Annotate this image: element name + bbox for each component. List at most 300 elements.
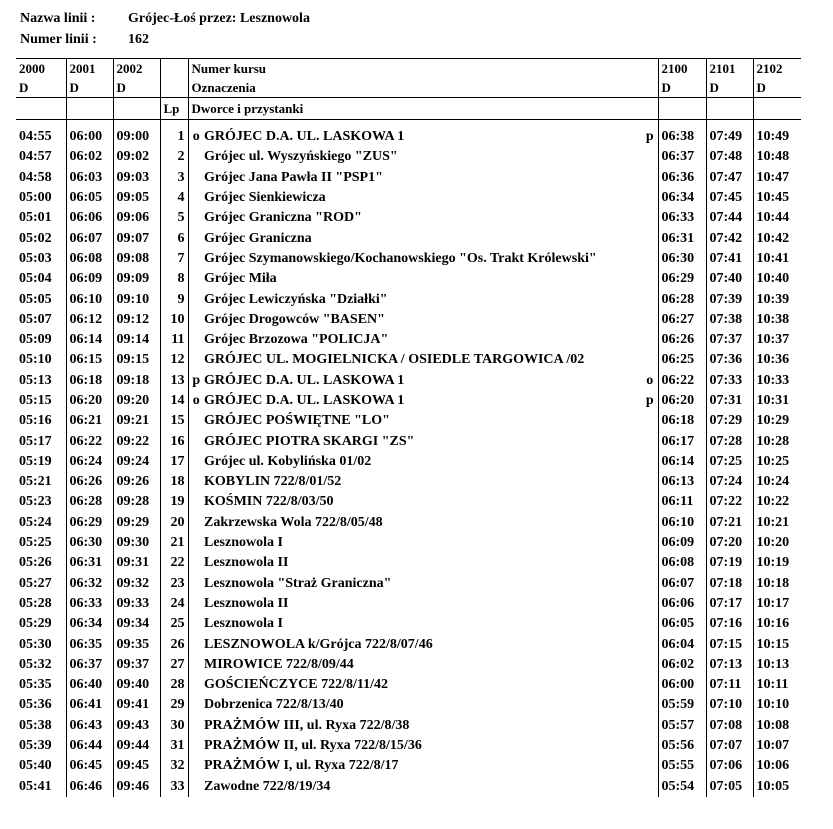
time-2001: 06:33	[66, 594, 113, 614]
table-row	[16, 614, 801, 634]
time-2001: 06:35	[66, 634, 113, 654]
stop-flag-right	[642, 756, 658, 776]
table-row	[16, 371, 801, 391]
stop-flag-right	[642, 634, 658, 654]
time-2100: 06:34	[658, 188, 706, 208]
table-row	[16, 310, 801, 330]
time-2001: 06:03	[66, 168, 113, 188]
time-2101: 07:19	[706, 553, 753, 573]
time-2102: 10:11	[753, 675, 801, 695]
stop-lp: 25	[160, 614, 188, 634]
time-2100: 06:26	[658, 330, 706, 350]
time-2100: 06:00	[658, 675, 706, 695]
time-2102: 10:44	[753, 208, 801, 228]
time-2001: 06:40	[66, 675, 113, 695]
time-2000: 05:09	[19, 332, 52, 348]
stop-flag-left	[188, 736, 204, 756]
time-2002: 09:20	[113, 391, 160, 411]
stop-flag-left	[188, 513, 204, 533]
time-2102: 10:42	[753, 228, 801, 248]
stop-flag-right	[642, 350, 658, 370]
table-row	[16, 127, 801, 147]
time-2001: 06:21	[66, 411, 113, 431]
stop-flag-left	[188, 777, 204, 797]
time-2000: 05:21	[19, 474, 52, 490]
time-2102: 10:17	[753, 594, 801, 614]
stop-name: Lesznowola I	[204, 616, 283, 632]
stop-lp: 4	[160, 188, 188, 208]
stop-flag-left	[188, 411, 204, 431]
time-2000: 05:19	[19, 453, 52, 469]
time-2002: 09:18	[113, 371, 160, 391]
stop-flag-left	[188, 289, 204, 309]
line-name-row	[20, 10, 310, 28]
time-2002: 09:21	[113, 411, 160, 431]
time-2001: 06:20	[66, 391, 113, 411]
stop-lp: 11	[160, 330, 188, 350]
time-2101: 07:31	[706, 391, 753, 411]
time-2001: 06:15	[66, 350, 113, 370]
stop-flag-left	[188, 492, 204, 512]
time-2002: 09:06	[113, 208, 160, 228]
time-2100: 06:10	[658, 513, 706, 533]
line-name-value: Grójec-Łoś przez: Lesznowola	[128, 11, 310, 26]
time-2100: 06:13	[658, 472, 706, 492]
stop-name: Grójec Graniczna "ROD"	[204, 210, 362, 226]
time-2100: 05:57	[658, 716, 706, 736]
stop-lp: 22	[160, 553, 188, 573]
stop-lp: 18	[160, 472, 188, 492]
time-2002: 09:40	[113, 675, 160, 695]
stop-name: PRAŻMÓW III, ul. Ryxa 722/8/38	[204, 717, 410, 733]
time-2102: 10:33	[753, 371, 801, 391]
time-2000: 05:00	[19, 190, 52, 206]
table-row	[16, 147, 801, 167]
stop-lp: 33	[160, 777, 188, 797]
time-2101: 07:22	[706, 492, 753, 512]
time-2100: 06:27	[658, 310, 706, 330]
stop-name: Lesznowola I	[204, 535, 283, 551]
time-2000: 04:58	[19, 169, 52, 185]
stop-lp: 9	[160, 289, 188, 309]
table-row	[16, 492, 801, 512]
time-2002: 09:02	[113, 147, 160, 167]
time-2101: 07:06	[706, 756, 753, 776]
table-row	[16, 553, 801, 573]
stop-name: Grójec Brzozowa "POLICJA"	[204, 332, 389, 348]
time-2102: 10:41	[753, 249, 801, 269]
stop-name: PRAŻMÓW II, ul. Ryxa 722/8/15/36	[204, 738, 422, 754]
stop-lp: 6	[160, 228, 188, 248]
stop-lp: 32	[160, 756, 188, 776]
time-2100: 06:17	[658, 431, 706, 451]
time-2102: 10:49	[753, 127, 801, 147]
time-2001: 06:05	[66, 188, 113, 208]
time-2000: 05:40	[19, 758, 52, 774]
stop-flag-right: p	[645, 129, 654, 145]
stop-flag-left	[188, 553, 204, 573]
stop-flag-right	[642, 553, 658, 573]
stop-lp: 20	[160, 513, 188, 533]
time-2000: 05:29	[19, 616, 52, 632]
time-2101: 07:13	[706, 655, 753, 675]
time-2001: 06:02	[66, 147, 113, 167]
table-row	[16, 695, 801, 715]
stop-flag-left	[188, 249, 204, 269]
stop-flag-right	[642, 249, 658, 269]
stop-name: Grójec Lewiczyńska "Działki"	[204, 291, 388, 307]
stop-name: Zakrzewska Wola 722/8/05/48	[204, 514, 383, 530]
stop-name: GRÓJEC PIOTRA SKARGI "ZS"	[204, 433, 415, 449]
stop-name: Grójec Graniczna	[204, 230, 312, 246]
course-2001: 2001	[66, 59, 113, 79]
time-2002: 09:46	[113, 777, 160, 797]
stop-flag-right	[642, 431, 658, 451]
time-2001: 06:32	[66, 574, 113, 594]
time-2102: 10:16	[753, 614, 801, 634]
header-row-stops	[16, 98, 801, 120]
mark-2100: D	[658, 78, 706, 98]
stop-lp: 21	[160, 533, 188, 553]
time-2100: 06:20	[658, 391, 706, 411]
stop-flag-right	[642, 695, 658, 715]
time-2002: 09:43	[113, 716, 160, 736]
stop-flag-right	[642, 533, 658, 553]
time-2002: 09:33	[113, 594, 160, 614]
time-2101: 07:17	[706, 594, 753, 614]
time-2100: 06:31	[658, 228, 706, 248]
time-2000: 05:07	[19, 311, 52, 327]
time-2002: 09:41	[113, 695, 160, 715]
time-2002: 09:10	[113, 289, 160, 309]
table-row	[16, 452, 801, 472]
stop-lp: 2	[160, 147, 188, 167]
table-row	[16, 411, 801, 431]
time-2001: 06:12	[66, 310, 113, 330]
table-row	[16, 472, 801, 492]
time-2101: 07:16	[706, 614, 753, 634]
mark-2001: D	[66, 78, 113, 98]
time-2000: 05:30	[19, 636, 52, 652]
time-2101: 07:21	[706, 513, 753, 533]
stop-lp: 14	[160, 391, 188, 411]
stop-name: KOŚMIN 722/8/03/50	[204, 494, 334, 510]
time-2102: 10:19	[753, 553, 801, 573]
stop-lp: 8	[160, 269, 188, 289]
time-2100: 06:08	[658, 553, 706, 573]
stop-flag-left	[188, 716, 204, 736]
stop-lp: 19	[160, 492, 188, 512]
time-2002: 09:00	[113, 127, 160, 147]
time-2100: 06:18	[658, 411, 706, 431]
stop-lp: 7	[160, 249, 188, 269]
time-2102: 10:13	[753, 655, 801, 675]
time-2101: 07:44	[706, 208, 753, 228]
stop-flag-right	[642, 716, 658, 736]
time-2001: 06:24	[66, 452, 113, 472]
stop-flag-left	[188, 675, 204, 695]
time-2100: 06:14	[658, 452, 706, 472]
time-2001: 06:46	[66, 777, 113, 797]
table-row	[16, 716, 801, 736]
time-2101: 07:45	[706, 188, 753, 208]
stop-lp: 29	[160, 695, 188, 715]
time-2102: 10:15	[753, 634, 801, 654]
time-2000: 05:16	[19, 413, 52, 429]
time-2002: 09:09	[113, 269, 160, 289]
time-2001: 06:37	[66, 655, 113, 675]
stop-flag-right	[642, 513, 658, 533]
mark-2002: D	[113, 78, 160, 98]
header-row-marks	[16, 78, 801, 98]
stop-flag-left	[188, 634, 204, 654]
table-row	[16, 777, 801, 797]
mark-2102: D	[753, 78, 801, 98]
time-2100: 05:56	[658, 736, 706, 756]
time-2100: 06:09	[658, 533, 706, 553]
time-2101: 07:24	[706, 472, 753, 492]
time-2100: 06:33	[658, 208, 706, 228]
time-2002: 09:37	[113, 655, 160, 675]
time-2002: 09:31	[113, 553, 160, 573]
time-2002: 09:26	[113, 472, 160, 492]
stop-flag-right	[642, 614, 658, 634]
time-2001: 06:45	[66, 756, 113, 776]
stop-name: Lesznowola II	[204, 595, 289, 611]
stop-name: MIROWICE 722/8/09/44	[204, 656, 354, 672]
time-2001: 06:29	[66, 513, 113, 533]
stop-flag-left	[188, 655, 204, 675]
stop-flag-left	[188, 188, 204, 208]
time-2002: 09:24	[113, 452, 160, 472]
stop-flag-left	[188, 330, 204, 350]
time-2101: 07:15	[706, 634, 753, 654]
time-2102: 10:36	[753, 350, 801, 370]
time-2001: 06:44	[66, 736, 113, 756]
stop-name: Grójec Jana Pawła II "PSP1"	[204, 169, 383, 185]
time-2102: 10:45	[753, 188, 801, 208]
time-2001: 06:18	[66, 371, 113, 391]
stop-flag-right	[642, 228, 658, 248]
stop-flag-left	[188, 269, 204, 289]
stop-flag-left	[188, 594, 204, 614]
time-2102: 10:18	[753, 574, 801, 594]
stop-flag-right	[642, 269, 658, 289]
time-2102: 10:38	[753, 310, 801, 330]
stop-flag-right	[642, 574, 658, 594]
spacer-row	[16, 120, 801, 128]
time-2002: 09:05	[113, 188, 160, 208]
course-2102: 2102	[753, 59, 801, 79]
time-2001: 06:00	[66, 127, 113, 147]
stop-lp: 28	[160, 675, 188, 695]
time-2102: 10:48	[753, 147, 801, 167]
time-2002: 09:03	[113, 168, 160, 188]
stop-flag-right	[642, 310, 658, 330]
stop-flag-right	[642, 452, 658, 472]
stop-name: GRÓJEC D.A. UL. LASKOWA 1	[204, 393, 405, 408]
stop-lp: 5	[160, 208, 188, 228]
timetable	[16, 58, 801, 797]
stop-lp: 10	[160, 310, 188, 330]
time-2002: 09:12	[113, 310, 160, 330]
header-row-course	[16, 59, 801, 79]
stop-flag-left	[188, 695, 204, 715]
stop-name: Grójec ul. Wyszyńskiego "ZUS"	[204, 149, 398, 165]
stop-flag-left	[188, 147, 204, 167]
table-row	[16, 736, 801, 756]
time-2000: 05:35	[19, 677, 52, 693]
stop-name: Lesznowola II	[204, 555, 289, 571]
stop-flag-left	[188, 208, 204, 228]
line-number-row	[20, 31, 149, 49]
stop-flag-right	[642, 594, 658, 614]
stop-name: Grójec Sienkiewicza	[204, 190, 326, 206]
time-2001: 06:22	[66, 431, 113, 451]
time-2101: 07:38	[706, 310, 753, 330]
time-2000: 05:39	[19, 738, 52, 754]
time-2102: 10:40	[753, 269, 801, 289]
time-2101: 07:33	[706, 371, 753, 391]
time-2101: 07:37	[706, 330, 753, 350]
time-2001: 06:07	[66, 228, 113, 248]
time-2002: 09:45	[113, 756, 160, 776]
time-2001: 06:28	[66, 492, 113, 512]
table-row	[16, 655, 801, 675]
course-2100: 2100	[658, 59, 706, 79]
time-2002: 09:34	[113, 614, 160, 634]
time-2100: 06:06	[658, 594, 706, 614]
time-2102: 10:20	[753, 533, 801, 553]
stop-name: Zawodne 722/8/19/34	[204, 778, 331, 794]
stop-flag-right	[642, 777, 658, 797]
stop-name: Grójec Drogowców "BASEN"	[204, 311, 385, 327]
time-2000: 05:26	[19, 555, 52, 571]
time-2002: 09:08	[113, 249, 160, 269]
time-2102: 10:10	[753, 695, 801, 715]
time-2000: 04:55	[19, 129, 52, 145]
table-row	[16, 533, 801, 553]
stop-flag-left	[188, 431, 204, 451]
time-2000: 05:41	[19, 778, 52, 794]
time-2101: 07:49	[706, 127, 753, 147]
time-2000: 05:02	[19, 230, 52, 246]
time-2102: 10:06	[753, 756, 801, 776]
time-2102: 10:39	[753, 289, 801, 309]
stop-lp: 1	[160, 127, 188, 147]
time-2100: 06:37	[658, 147, 706, 167]
lp-header-blank	[160, 59, 188, 79]
stop-flag-left	[188, 756, 204, 776]
time-2001: 06:31	[66, 553, 113, 573]
time-2002: 09:14	[113, 330, 160, 350]
stop-flag-left: o	[188, 391, 204, 411]
time-2000: 05:01	[19, 210, 52, 226]
time-2101: 07:42	[706, 228, 753, 248]
time-2102: 10:07	[753, 736, 801, 756]
time-2100: 06:38	[658, 127, 706, 147]
time-2002: 09:32	[113, 574, 160, 594]
time-2001: 06:43	[66, 716, 113, 736]
stop-flag-right	[642, 147, 658, 167]
time-2000: 04:57	[19, 149, 52, 165]
time-2000: 05:17	[19, 433, 52, 449]
time-2101: 07:18	[706, 574, 753, 594]
table-row	[16, 289, 801, 309]
table-row	[16, 188, 801, 208]
time-2101: 07:36	[706, 350, 753, 370]
stop-lp: 26	[160, 634, 188, 654]
stop-flag-right	[642, 472, 658, 492]
time-2001: 06:34	[66, 614, 113, 634]
time-2101: 07:48	[706, 147, 753, 167]
table-row	[16, 594, 801, 614]
stop-name: GRÓJEC D.A. UL. LASKOWA 1	[204, 372, 405, 388]
time-2000: 05:03	[19, 250, 52, 266]
stop-name: KOBYLIN 722/8/01/52	[204, 474, 342, 490]
stop-name: Grójec Miła	[204, 271, 277, 287]
stop-flag-right	[642, 289, 658, 309]
line-name-label: Nazwa linii :	[20, 11, 96, 26]
table-row	[16, 350, 801, 370]
time-2100: 06:30	[658, 249, 706, 269]
time-2001: 06:06	[66, 208, 113, 228]
time-2000: 05:23	[19, 494, 52, 510]
time-2101: 07:39	[706, 289, 753, 309]
time-2000: 05:13	[19, 372, 52, 388]
stops-label: Dworce i przystanki	[188, 98, 658, 120]
stop-lp: 24	[160, 594, 188, 614]
time-2000: 05:38	[19, 717, 52, 733]
time-2000: 05:04	[19, 271, 52, 287]
stop-flag-left	[188, 452, 204, 472]
line-number-value: 162	[128, 32, 149, 47]
stop-flag-left	[188, 350, 204, 370]
time-2002: 09:07	[113, 228, 160, 248]
time-2101: 07:29	[706, 411, 753, 431]
time-2002: 09:35	[113, 634, 160, 654]
time-2100: 05:54	[658, 777, 706, 797]
stop-flag-right	[642, 655, 658, 675]
lp-label: Lp	[160, 98, 188, 120]
time-2102: 10:22	[753, 492, 801, 512]
time-2002: 09:15	[113, 350, 160, 370]
time-2102: 10:29	[753, 411, 801, 431]
stop-flag-right	[642, 208, 658, 228]
stop-lp: 31	[160, 736, 188, 756]
stop-lp: 17	[160, 452, 188, 472]
time-2100: 06:28	[658, 289, 706, 309]
table-row	[16, 168, 801, 188]
table-row	[16, 574, 801, 594]
stop-lp: 30	[160, 716, 188, 736]
time-2101: 07:10	[706, 695, 753, 715]
stop-flag-left	[188, 614, 204, 634]
table-row	[16, 675, 801, 695]
stop-name: GRÓJEC D.A. UL. LASKOWA 1	[204, 129, 405, 145]
time-2000: 05:05	[19, 291, 52, 307]
time-2101: 07:28	[706, 431, 753, 451]
stop-name: Lesznowola "Straż Graniczna"	[204, 575, 392, 591]
table-row	[16, 756, 801, 776]
time-2000: 05:25	[19, 535, 52, 551]
time-2002: 09:29	[113, 513, 160, 533]
time-2101: 07:11	[706, 675, 753, 695]
time-2101: 07:07	[706, 736, 753, 756]
stop-lp: 16	[160, 431, 188, 451]
stop-name: GRÓJEC POŚWIĘTNE "LO"	[204, 413, 390, 429]
time-2101: 07:40	[706, 269, 753, 289]
